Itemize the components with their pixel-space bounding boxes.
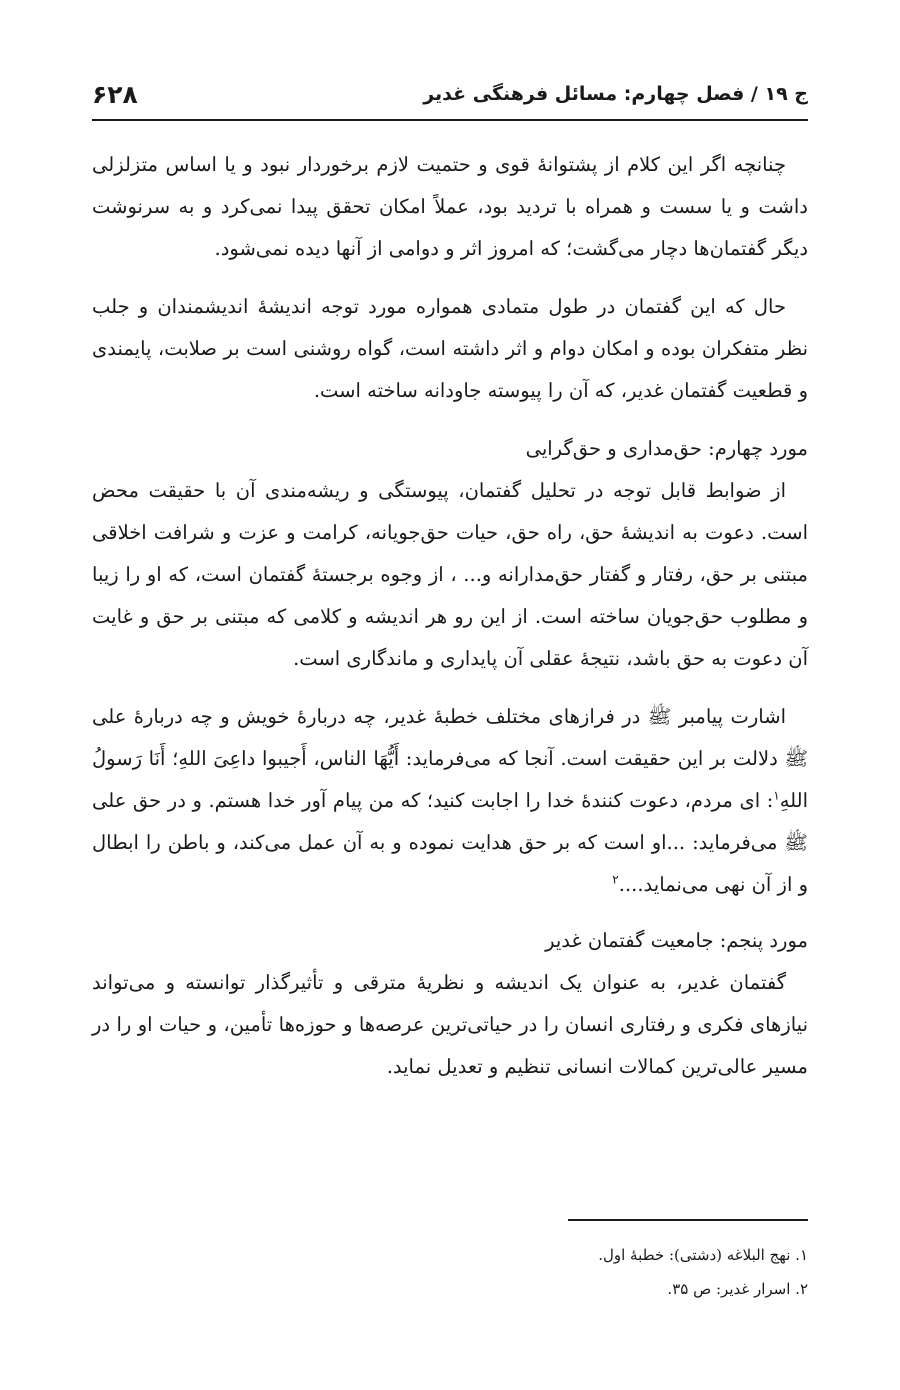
footnote-ref-1[interactable]: ۱	[773, 788, 780, 803]
paragraph-1: چنانچه اگر این کلام از پشتوانهٔ قوی و حتمیت لازم برخوردار نبود و یا اساس متزلزلی داشت و یا سست و همراه با تردید بود، عملاً امکان تحقق پیدا نمی‌کرد و به سرنوشت دیگر گفتمان‌ها دچار می‌گشت؛ که امروز اثر و دوامی از آنها دیده نمی‌شود.	[92, 153, 808, 260]
footnote-rule	[568, 1219, 808, 1221]
body-text	[92, 144, 808, 1088]
footnote-ref-2[interactable]: ۲	[612, 872, 619, 887]
paragraph-4	[92, 696, 808, 906]
page-header	[92, 74, 808, 114]
page-number: ۶۲۸	[92, 79, 138, 109]
running-title: ج ۱۹ / فصل چهارم: مسائل فرهنگی غدیر	[423, 83, 808, 105]
section-heading-4: مورد چهارم: حق‌مداری و حق‌گرایی	[525, 437, 808, 460]
book-page	[92, 0, 808, 1390]
paragraph-5: گفتمان غدیر، به عنوان یک اندیشه و نظریهٔ مترقی و تأثیرگذار توانسته و می‌تواند نیازهای فکری و رفتاری انسان را در حیاتی‌ترین عرصه‌ها و حوزه‌ها تأمین، و حیات او را در مسیر عالی‌ترین کمالات انسانی تنظیم و تعدیل نماید.	[92, 971, 808, 1078]
header-rule	[92, 119, 808, 121]
footnotes	[92, 1238, 808, 1306]
paragraph-4-part-1: اشارت پیامبر ﷺ در فرازهای مختلف خطبهٔ غدیر، چه دربارهٔ خویش و چه دربارهٔ علی ﷺ دلالت بر این حقیقت است. آنجا که می‌فرماید: أَیُّهَا الناس، أَجیبوا داعِیَ اللهِ؛ أَنَا رَسولُ اللهِ	[92, 705, 808, 812]
footnote-1: ۱. نهج البلاغه (دشتی): خطبهٔ اول.	[598, 1246, 808, 1264]
paragraph-3: از ضوابط قابل توجه در تحلیل گفتمان، پیوستگی و ریشه‌مندی آن با حقیقت محض است. دعوت به اندیشهٔ حق، راه حق، حیات حق‌جویانه، کرامت و عزت و شرافت اخلاقی مبتنی بر حق، رفتار و گفتار حق‌مدارانه و... ، از وجوه برجستهٔ گفتمان است، که او را زیبا و مطلوب حق‌جویان ساخته است. از این رو هر اندیشه و کلامی که مبتنی بر حق و غایت آن دعوت به حق باشد، نتیجهٔ عقلی آن پایداری و ماندگاری است.	[92, 479, 808, 670]
footnote-2: ۲. اسرار غدیر: ص ۳۵.	[667, 1280, 808, 1298]
paragraph-2: حال که این گفتمان در طول متمادی همواره مورد توجه اندیشهٔ اندیشمندان و جلب نظر متفکران بوده و امکان دوام و اثر داشته است، گواه روشنی است بر صلابت، پایمندی و قطعیت گفتمان غدیر، که آن را پیوسته جاودانه ساخته است.	[92, 295, 808, 402]
section-heading-5: مورد پنجم: جامعیت گفتمان غدیر	[545, 929, 808, 952]
paragraph-4-part-2: : ای مردم، دعوت کنندهٔ خدا را اجابت کنید؛ که من پیام آور خدا هستم. و در حق علی ﷺ می‌فرماید: ...او است که بر حق هدایت نموده و به آن عمل می‌کند، و باطن را ابطال و از آن نهی می‌نماید....	[92, 789, 808, 896]
